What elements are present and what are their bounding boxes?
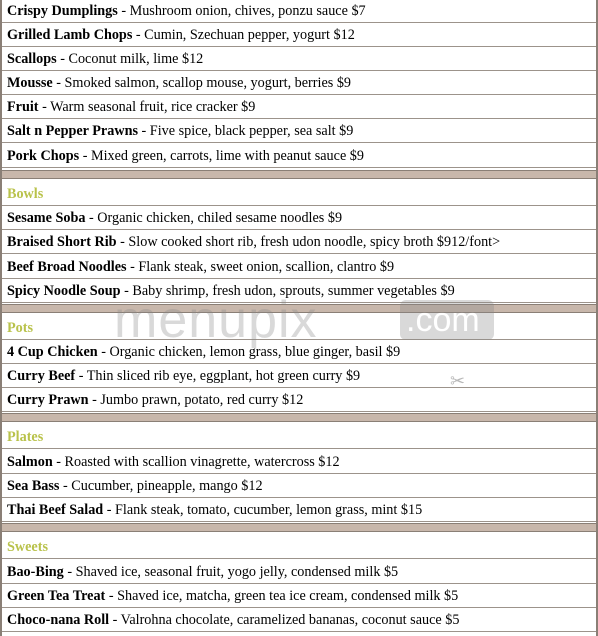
- item-description: - Flank steak, tomato, cucumber, lemon grass, mint $15: [103, 502, 423, 518]
- item-description: - Shaved ice, seasonal fruit, yogo jelly, condensed milk $5: [63, 564, 399, 580]
- section-title: Pots: [7, 320, 34, 336]
- menu-item: [2, 145, 596, 168]
- item-name: Salt n Pepper Prawns: [7, 123, 138, 139]
- item-description: - Five spice, black pepper, sea salt $9: [137, 123, 354, 139]
- section-title-plates: [2, 426, 596, 449]
- section-title-pots: [2, 317, 596, 340]
- item-name: Grilled Lamb Chops: [7, 27, 133, 43]
- section-title-sweets: [2, 536, 596, 559]
- item-description: - Flank steak, sweet onion, scallion, clantro $9: [126, 259, 395, 275]
- item-description: - Thin sliced rib eye, eggplant, hot green curry $9: [75, 368, 361, 384]
- item-name: Crispy Dumplings: [7, 3, 118, 19]
- item-description: - Slow cooked short rib, fresh udon noodle, spicy broth $912/font>: [116, 234, 501, 250]
- item-description: - Organic chicken, lemon grass, blue ginger, basil $9: [97, 344, 401, 360]
- item-name: Beef Broad Noodles: [7, 259, 127, 275]
- section-title: Plates: [7, 429, 44, 445]
- section-title: Sweets: [7, 539, 48, 555]
- item-name: Thai Beef Salad: [7, 502, 104, 518]
- menu-item: [2, 231, 596, 254]
- menu-item: [2, 365, 596, 388]
- menu-item: [2, 96, 596, 119]
- menu-item: [2, 0, 596, 23]
- item-description: - Coconut milk, lime $12: [56, 51, 204, 67]
- item-name: Salmon: [7, 454, 53, 470]
- menu-item: [2, 72, 596, 95]
- item-name: Curry Beef: [7, 368, 76, 384]
- item-description: - Valrohna chocolate, caramelized bananas, coconut sauce $5: [109, 612, 460, 628]
- menu-item: [2, 499, 596, 522]
- menu-item: [2, 561, 596, 584]
- item-description: - Jumbo prawn, potato, red curry $12: [88, 392, 304, 408]
- section-divider: [2, 170, 596, 179]
- scissors-icon: ✂: [450, 371, 466, 392]
- item-description: - Mixed green, carrots, lime with peanut sauce $9: [79, 148, 364, 164]
- menu-item: [2, 207, 596, 230]
- item-name: Scallops: [7, 51, 57, 67]
- section-divider: [2, 304, 596, 313]
- section-divider: [2, 523, 596, 532]
- menu-item: [2, 451, 596, 474]
- menu-item: [2, 48, 596, 71]
- item-name: 4 Cup Chicken: [7, 344, 98, 360]
- item-name: Pork Chops: [7, 148, 80, 164]
- watermark-suffix: .com: [406, 301, 480, 339]
- item-name: Spicy Noodle Soup: [7, 283, 121, 299]
- item-description: - Cumin, Szechuan pepper, yogurt $12: [132, 27, 355, 43]
- item-description: - Mushroom onion, chives, ponzu sauce $7: [117, 3, 366, 19]
- item-description: - Cucumber, pineapple, mango $12: [59, 478, 263, 494]
- item-description: - Organic chicken, chiled sesame noodles $9: [85, 210, 343, 226]
- item-name: Choco-nana Roll: [7, 612, 110, 628]
- item-description: - Roasted with scallion vinagrette, watercross $12: [52, 454, 340, 470]
- item-name: Mousse: [7, 75, 53, 91]
- item-name: Sesame Soba: [7, 210, 86, 226]
- item-name: Green Tea Treat: [7, 588, 106, 604]
- item-description: - Warm seasonal fruit, rice cracker $9: [38, 99, 256, 115]
- menu-item: [2, 609, 596, 632]
- item-name: Sea Bass: [7, 478, 60, 494]
- item-name: Curry Prawn: [7, 392, 89, 408]
- item-name: Fruit: [7, 99, 39, 115]
- menu-item: [2, 341, 596, 364]
- watermark-text: menupix: [114, 291, 318, 349]
- item-description: - Shaved ice, matcha, green tea ice cream, condensed milk $5: [105, 588, 459, 604]
- menu-item: [2, 389, 596, 412]
- section-divider: [2, 413, 596, 422]
- item-name: Bao-Bing: [7, 564, 64, 580]
- menu-item: [2, 24, 596, 47]
- menu-item: [2, 256, 596, 279]
- menu-item: [2, 120, 596, 143]
- item-description: - Baby shrimp, fresh udon, sprouts, summer vegetables $9: [120, 283, 455, 299]
- section-title-bowls: [2, 183, 596, 206]
- menu-item: [2, 585, 596, 608]
- menu-item: [2, 280, 596, 303]
- section-title: Bowls: [7, 186, 44, 202]
- item-name: Braised Short Rib: [7, 234, 117, 250]
- menu-item: [2, 475, 596, 498]
- item-description: - Smoked salmon, scallop mouse, yogurt, berries $9: [52, 75, 352, 91]
